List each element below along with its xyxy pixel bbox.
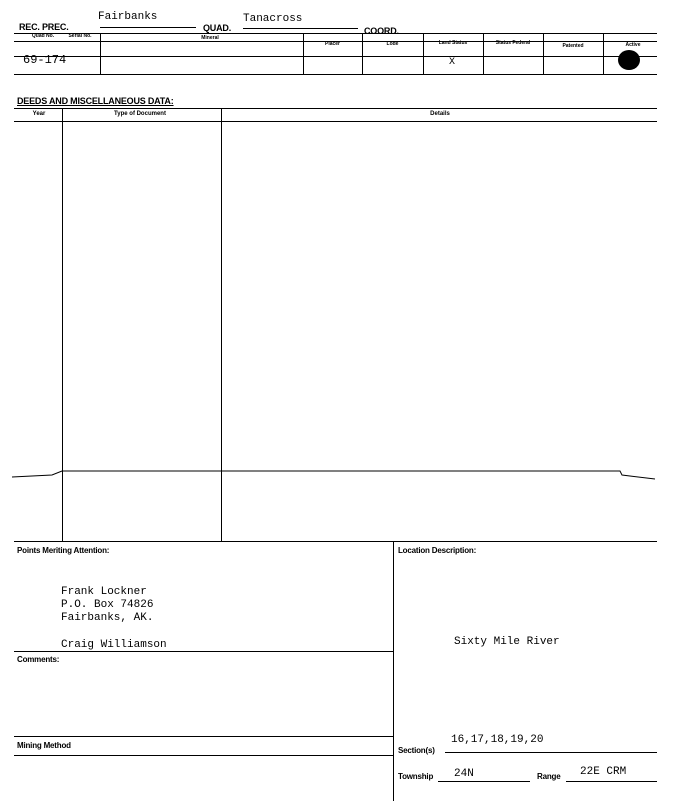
points-line: P.O. Box 74826 <box>61 599 154 611</box>
points-extra-name: Craig Williamson <box>61 639 167 651</box>
col-active: Active <box>625 42 641 48</box>
deeds-title: DEEDS AND MISCELLANEOUS DATA: <box>17 96 174 106</box>
header-line <box>14 33 657 34</box>
mining-bottom-line <box>14 755 393 756</box>
section-value: 16,17,18,19,20 <box>451 734 544 746</box>
claim-divider <box>303 33 304 74</box>
comments-label: Comments: <box>17 655 60 664</box>
active-mark-dot <box>618 50 640 70</box>
rec-prec-label: REC. PREC. <box>19 22 69 32</box>
col-serial-no: Serial No. <box>68 33 92 39</box>
col-mineral: Mineral <box>201 35 219 41</box>
col-details: Details <box>430 111 450 117</box>
township-underline <box>438 781 530 782</box>
col-land-status: Land Status <box>438 40 468 46</box>
quad-no-value: 69-174 <box>23 53 67 67</box>
points-line: Frank Lockner <box>61 586 147 598</box>
location-description-value: Sixty Mile River <box>454 636 560 648</box>
deeds-bottom-line <box>14 541 657 542</box>
deeds-header-line <box>14 121 657 122</box>
col-placer: Placer <box>324 41 340 47</box>
quad-value: Tanacross <box>243 13 303 25</box>
mining-top-line <box>14 736 393 737</box>
points-meriting-attention-label: Points Meriting Attention: <box>17 546 110 555</box>
mining-method-label: Mining Method <box>17 741 71 750</box>
points-line: Fairbanks, AK. <box>61 612 154 624</box>
col-type-of-document: Type of Document <box>114 111 166 117</box>
quad-underline <box>243 28 358 29</box>
township-label: Township <box>398 772 434 781</box>
location-description-label: Location Description: <box>398 546 477 555</box>
quad-label: QUAD. <box>203 23 231 33</box>
section-underline <box>445 752 657 753</box>
claim-divider <box>543 33 544 74</box>
section-label: Section(s) <box>398 746 435 755</box>
range-underline <box>566 781 657 782</box>
claim-divider <box>362 33 363 74</box>
claim-divider <box>100 33 101 74</box>
rec-prec-value: Fairbanks <box>98 11 158 23</box>
col-year: Year <box>32 111 46 117</box>
claim-divider <box>603 33 604 74</box>
fold-line <box>0 460 678 490</box>
deeds-top-line <box>14 108 657 109</box>
col-lode: Lode <box>386 41 399 47</box>
claim-table-mid-line <box>14 56 657 57</box>
lower-divider <box>393 541 394 801</box>
claim-divider <box>423 33 424 74</box>
range-label: Range <box>537 772 561 781</box>
range-value: 22E CRM <box>580 766 627 778</box>
rec-prec-underline <box>100 27 196 28</box>
comments-top-line <box>14 651 393 652</box>
claim-divider <box>483 33 484 74</box>
township-value: 24N <box>454 768 474 780</box>
land-status-value: X <box>449 57 456 68</box>
col-patented: Patented <box>562 43 584 49</box>
col-status-federal: Status Federal <box>495 40 531 46</box>
coord-label: COORD. <box>364 26 399 36</box>
claim-table-bottom-line <box>14 74 657 75</box>
col-quad-no: Quad No. <box>31 33 55 39</box>
